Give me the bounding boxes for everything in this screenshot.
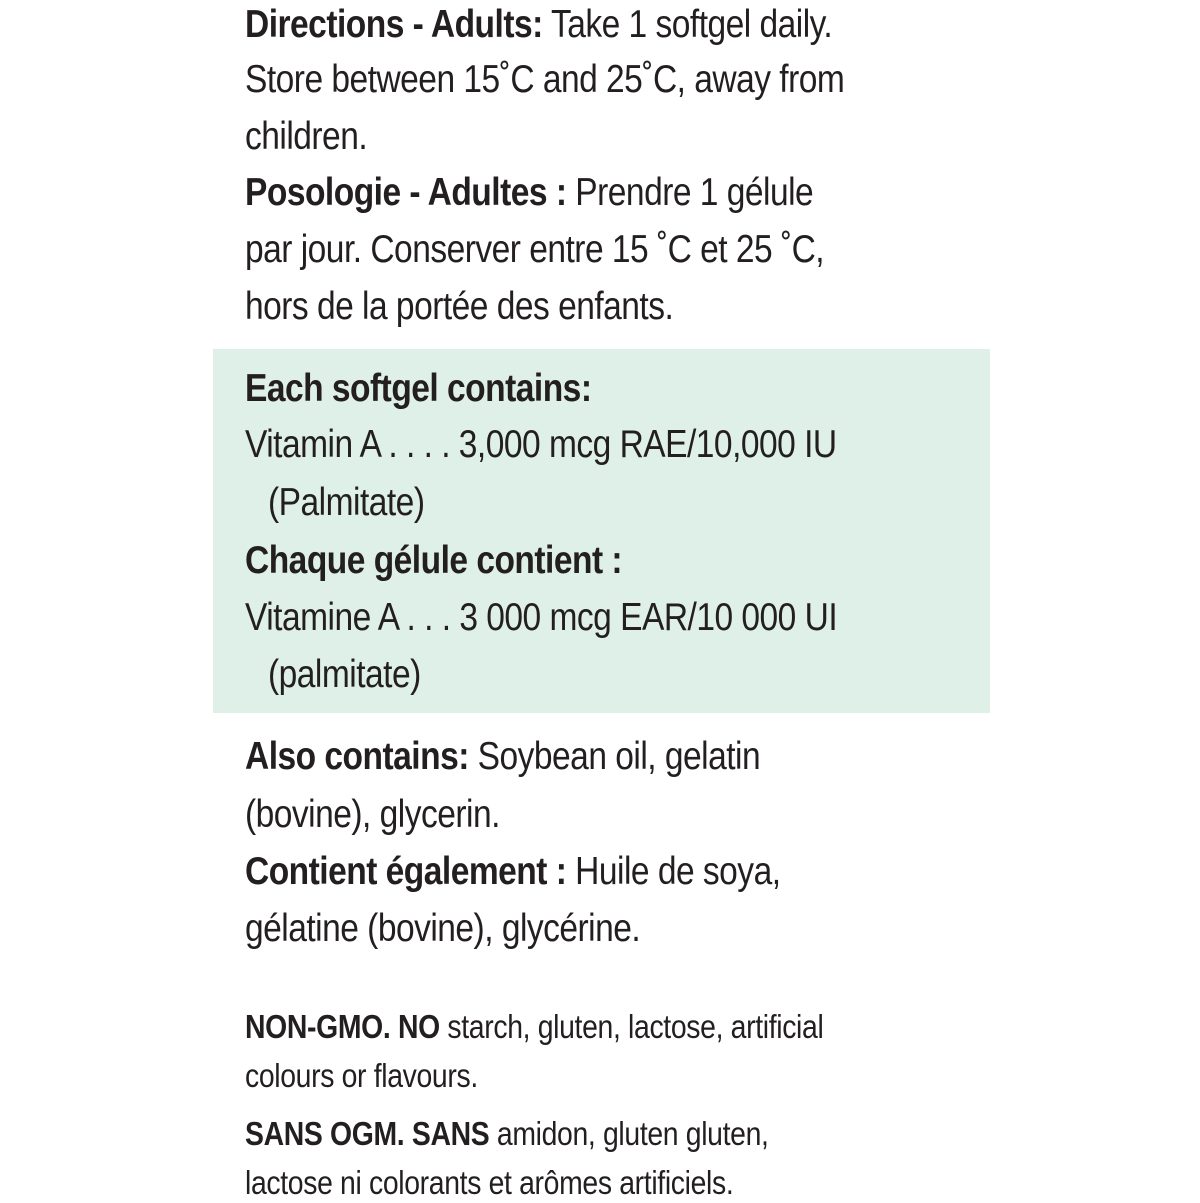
claims-en-heading: NON-GMO. NO xyxy=(245,1008,440,1045)
also-contains-fr-line-1: Contient également : Huile de soya, xyxy=(245,850,781,893)
directions-en-line-3: children. xyxy=(245,115,368,158)
ingredients-en-item: Vitamin A . . . . 3,000 mcg RAE/10,000 IU xyxy=(245,423,837,466)
claims-en-line-2: colours or flavours. xyxy=(245,1057,478,1094)
also-contains-fr-heading: Contient également : xyxy=(245,850,567,893)
directions-en-heading: Directions - Adults: xyxy=(245,3,543,46)
directions-en-line-2: Store between 15˚C and 25˚C, away from xyxy=(245,58,845,101)
claims-fr-line-1: SANS OGM. SANS amidon, gluten gluten, xyxy=(245,1115,769,1152)
directions-fr-line-3: hors de la portée des enfants. xyxy=(245,285,674,328)
ingredients-fr-item: Vitamine A . . . 3 000 mcg EAR/10 000 UI xyxy=(245,596,838,639)
ingredients-fr-heading: Chaque gélule contient : xyxy=(245,539,623,582)
claims-fr-heading: SANS OGM. SANS xyxy=(245,1115,490,1152)
ingredients-en-heading: Each softgel contains: xyxy=(245,367,592,410)
claims-en-line-1: NON-GMO. NO starch, gluten, lactose, artificial xyxy=(245,1008,824,1045)
directions-en-line-1: Directions - Adults: Take 1 softgel daily. xyxy=(245,3,833,46)
claims-fr-line-2: lactose ni colorants et arômes artificiels. xyxy=(245,1164,734,1201)
directions-fr-heading: Posologie - Adultes : xyxy=(245,171,567,214)
also-contains-en-line-2: (bovine), glycerin. xyxy=(245,793,500,836)
ingredients-en-form: (Palmitate) xyxy=(268,481,425,524)
ingredients-fr-form: (palmitate) xyxy=(268,653,421,696)
directions-fr-line-1: Posologie - Adultes : Prendre 1 gélule xyxy=(245,171,814,214)
also-contains-en-line-1: Also contains: Soybean oil, gelatin xyxy=(245,735,761,778)
directions-fr-line-2: par jour. Conserver entre 15 ˚C et 25 ˚C, xyxy=(245,228,825,271)
also-contains-en-heading: Also contains: xyxy=(245,735,469,778)
also-contains-fr-line-2: gélatine (bovine), glycérine. xyxy=(245,907,641,950)
